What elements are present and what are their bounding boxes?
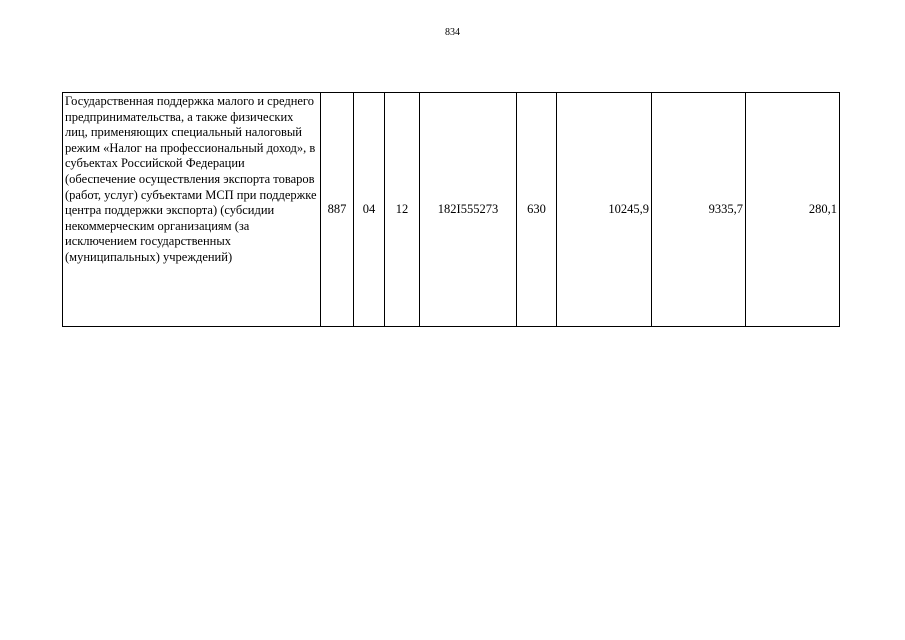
budget-table [62, 92, 840, 327]
target-article-cell: 182I555273 [420, 93, 517, 327]
ministry-code-cell: 887 [321, 93, 354, 327]
amount-cell-2: 9335,7 [652, 93, 746, 327]
section-code-cell: 04 [354, 93, 385, 327]
row-description-cell: Государственная поддержка малого и среднего предпринимательства, а также физических лиц, применяющих специальный налоговый режим «Налог на профессиональный доход», в субъектах Российской Федерации (обеспечение осуществления экспорта товаров (работ, услуг) субъектами МСП при поддержке центра поддержки экспорта) (субсидии некоммерческим организациям (за исключением государственных (муниципальных) учреждений) [63, 93, 321, 327]
subsection-code-cell: 12 [385, 93, 420, 327]
amount-cell-1: 10245,9 [557, 93, 652, 327]
page-number: 834 [445, 27, 460, 38]
expense-type-cell: 630 [517, 93, 557, 327]
amount-cell-3: 280,1 [746, 93, 840, 327]
table-row [63, 93, 840, 327]
